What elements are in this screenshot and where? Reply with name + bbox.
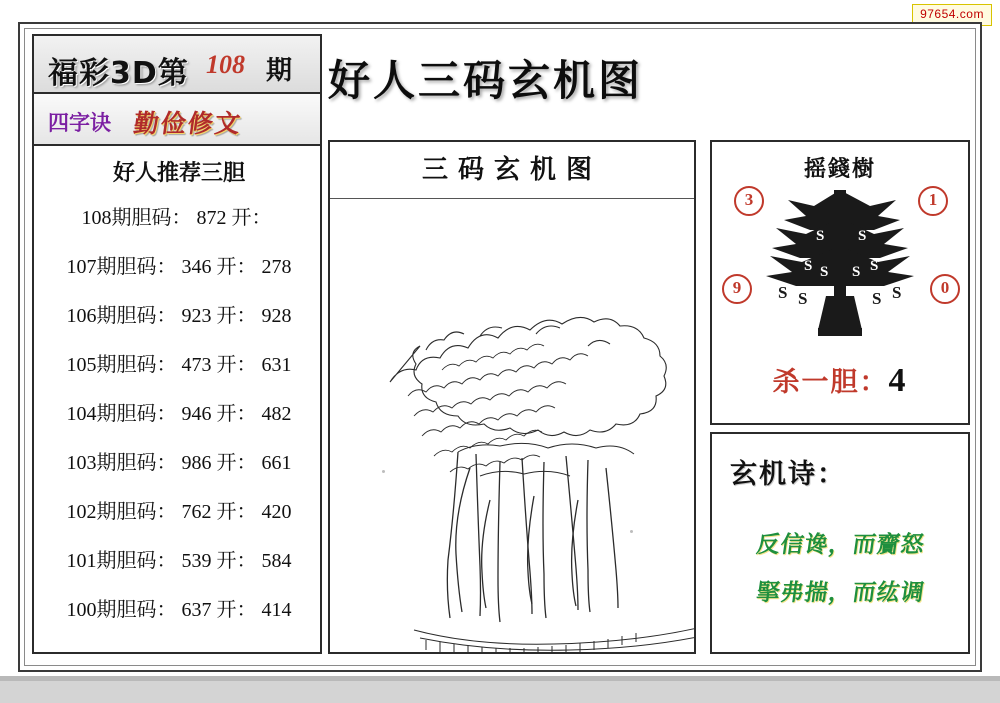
kill-one-number: 4 xyxy=(888,362,908,399)
row-open-value: 482 xyxy=(261,403,292,425)
row-period: 103期胆码： xyxy=(66,452,177,474)
row-period: 100期胆码： xyxy=(66,599,177,621)
row-period: 101期胆码： xyxy=(66,550,177,572)
table-row xyxy=(34,586,324,635)
table-row xyxy=(34,243,324,292)
table-row xyxy=(34,341,324,390)
recommendation-box xyxy=(32,146,322,654)
row-code: 923 xyxy=(181,305,212,327)
poster-frame xyxy=(18,22,982,672)
issue-title-prefix: 福彩3D第 xyxy=(48,56,189,91)
row-open-label: 开： xyxy=(216,501,257,523)
issue-title-bar xyxy=(32,34,322,94)
row-code: 986 xyxy=(181,452,212,474)
corner-number-top-left: 3 xyxy=(734,186,764,216)
row-period: 106期胆码： xyxy=(66,305,177,327)
table-row xyxy=(34,537,324,586)
money-tree-icon xyxy=(742,184,938,344)
left-column xyxy=(32,34,322,654)
row-code: 539 xyxy=(181,550,212,572)
issue-number: 108 xyxy=(206,50,245,79)
row-code: 637 xyxy=(181,599,212,621)
row-code: 946 xyxy=(181,403,212,425)
svg-text:S: S xyxy=(804,258,813,274)
table-row xyxy=(34,439,324,488)
bottom-strip xyxy=(0,676,1000,703)
row-open-label: 开： xyxy=(216,305,257,327)
row-open-value: 631 xyxy=(261,354,292,376)
table-row xyxy=(34,488,324,537)
row-period: 102期胆码： xyxy=(66,501,177,523)
svg-text:S: S xyxy=(870,258,879,274)
mystery-image-box xyxy=(328,140,696,654)
row-open-label: 开： xyxy=(216,256,257,278)
bottom-strip-bar xyxy=(0,676,1000,681)
four-word-value: 勤俭修文 xyxy=(131,109,244,138)
svg-text:S: S xyxy=(872,289,882,308)
corner-number-bottom-right: 0 xyxy=(930,274,960,304)
money-tree-box xyxy=(710,140,970,425)
four-word-bar xyxy=(32,94,322,146)
issue-title-suffix: 期 xyxy=(266,56,293,86)
row-period: 104期胆码： xyxy=(66,403,177,425)
kill-one-line xyxy=(712,360,968,400)
svg-text:S: S xyxy=(798,289,808,308)
row-open-label: 开： xyxy=(216,599,257,621)
poem-title: 玄机诗： xyxy=(730,459,846,490)
row-open-value: 278 xyxy=(261,256,292,278)
poem-line-1: 反信谗，而齎怒 xyxy=(754,532,927,558)
mystery-poem-box xyxy=(710,432,970,654)
recommendation-title: 好人推荐三胆 xyxy=(112,161,245,186)
page-title: 好人三码玄机图 xyxy=(328,56,644,105)
poem-line-2: 掔弗揣，而纮调 xyxy=(754,580,927,606)
corner-number-top-right: 1 xyxy=(918,186,948,216)
row-code: 473 xyxy=(181,354,212,376)
watermark: 97654.com xyxy=(912,4,992,26)
table-row xyxy=(34,390,324,439)
row-open-label: 开： xyxy=(216,550,257,572)
kill-one-label: 杀一胆： xyxy=(772,367,889,398)
row-open-value: 928 xyxy=(261,305,292,327)
banyan-tree-illustration xyxy=(330,200,694,652)
row-open-label: 开： xyxy=(216,354,257,376)
table-row xyxy=(34,292,324,341)
four-word-label: 四字诀 xyxy=(48,111,111,135)
row-open-label: 开： xyxy=(231,207,272,229)
speckle-dot xyxy=(382,470,385,473)
svg-text:S: S xyxy=(778,283,788,302)
row-open-value: 661 xyxy=(261,452,292,474)
svg-text:S: S xyxy=(852,264,861,280)
row-period: 107期胆码： xyxy=(66,256,177,278)
money-tree-title: 摇錢樹 xyxy=(803,157,876,182)
center-column xyxy=(328,34,696,654)
table-row xyxy=(34,194,324,243)
row-period: 105期胆码： xyxy=(66,354,177,376)
row-open-label: 开： xyxy=(216,403,257,425)
row-open-value: 420 xyxy=(261,501,292,523)
row-code: 762 xyxy=(181,501,212,523)
right-column xyxy=(710,34,970,654)
row-period: 108期胆码： xyxy=(81,207,192,229)
row-open-value: 584 xyxy=(261,550,292,572)
svg-text:S: S xyxy=(858,228,867,244)
svg-text:S: S xyxy=(816,228,825,244)
svg-text:S: S xyxy=(892,283,902,302)
recommendation-rows xyxy=(34,194,324,635)
row-code: 872 xyxy=(196,207,227,229)
mystery-image-title: 三码玄机图 xyxy=(330,142,694,199)
corner-number-bottom-left: 9 xyxy=(722,274,752,304)
svg-text:S: S xyxy=(820,264,829,280)
row-open-label: 开： xyxy=(216,452,257,474)
row-code: 346 xyxy=(181,256,212,278)
row-open-value: 414 xyxy=(261,599,292,621)
speckle-dot xyxy=(630,530,633,533)
